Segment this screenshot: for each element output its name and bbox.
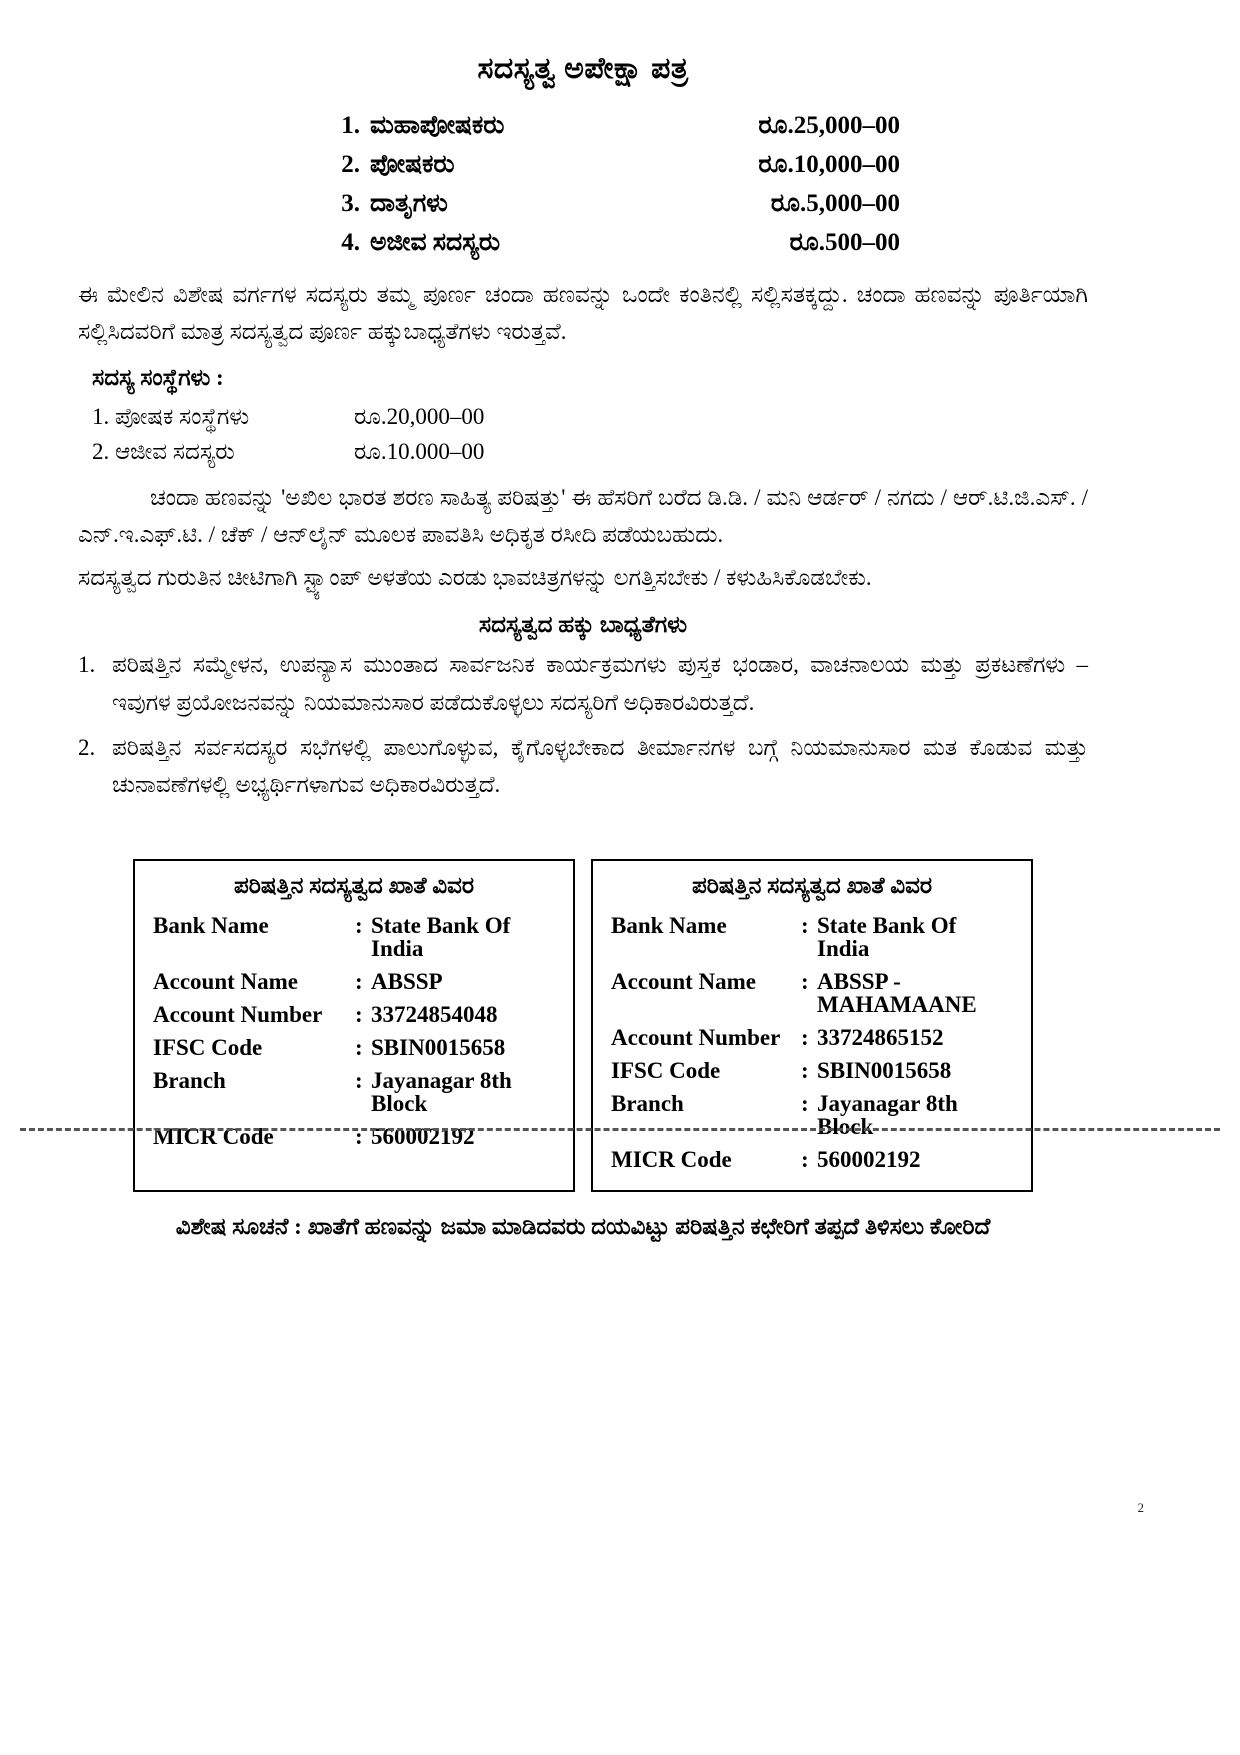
- bank-field-label: Account Name: [153, 969, 298, 995]
- org-amount: ರೂ.10.000–00: [354, 438, 485, 464]
- note-paragraph: ಈ ಮೇಲಿನ ವಿಶೇಷ ವರ್ಗಗಳ ಸದಸ್ಯರು ತಮ್ಮ ಪೂರ್ಣ ಚಂದಾ ಹಣವನ್ನು ಒಂದೇ ಕಂತಿನಲ್ಲಿ ಸಲ್ಲಿಸತಕ್ಕದ್ದು. ಚಂದಾ ಹಣವನ್ನು ಪೂರ್ತಿಯಾಗಿ ಸಲ್ಲಿಸಿದವರಿಗೆ ಮಾತ್ರ ಸದಸ್ಯತ್ವದ ಪೂರ್ಣ ಹಕ್ಕುಬಾಧ್ಯತೆಗಳು ಇರುತ್ತವೆ.: [78, 282, 1088, 345]
- member-organizations-list: [78, 399, 1088, 469]
- rights-number: 2.: [78, 734, 96, 760]
- fee-amount: ರೂ.5,000–00: [770, 190, 900, 217]
- bank-row-account-name: [611, 965, 1013, 1021]
- rights-text: ಪರಿಷತ್ತಿನ ಸರ್ವಸದಸ್ಯರ ಸಭೆಗಳಲ್ಲಿ ಪಾಲುಗೊಳ್ಳುವ, ಕೈಗೊಳ್ಳಬೇಕಾದ ತೀರ್ಮಾನಗಳ ಬಗ್ಗೆ ನಿಯಮಾನುಸಾರ ಮತ ಕೊಡುವ ಮತ್ತು ಚುನಾವಣೆಗಳಲ್ಲಿ ಅಭ್ಯರ್ಥಿಗಳಾಗುವ ಅಧಿಕಾರವಿರುತ್ತದೆ.: [112, 734, 1088, 797]
- org-label: 1. ಪೋಷಕ ಸಂಸ್ಥೆಗಳು: [92, 403, 250, 429]
- fee-amount: ರೂ.25,000–00: [758, 112, 900, 139]
- fee-number: 2.: [341, 151, 360, 178]
- bank-row-ifsc-code: [611, 1054, 1013, 1087]
- bank-field-label: Account Number: [153, 1002, 323, 1028]
- bank-field-separator: :: [355, 1124, 363, 1150]
- fee-category-list: [78, 106, 1088, 262]
- bank-field-separator: :: [355, 913, 363, 939]
- special-notice: ವಿಶೇಷ ಸೂಚನೆ : ಖಾತೆಗೆ ಹಣವನ್ನು ಜಮಾ ಮಾಡಿದವರು ದಯವಿಟ್ಟು ಪರಿಷತ್ತಿನ ಕಛೇರಿಗೆ ತಪ್ಪದೆ ತಿಳಿಸಲು ಕೋರಿದೆ: [175, 1214, 991, 1240]
- bank-row-branch: [611, 1087, 1013, 1143]
- bank-field-value: 560002192: [371, 1124, 475, 1150]
- bank-field-label: Bank Name: [153, 913, 269, 939]
- bank-field-separator: :: [355, 1002, 363, 1028]
- fee-amount: ರೂ.10,000–00: [758, 151, 900, 178]
- bank-row-micr-code: [611, 1143, 1013, 1176]
- bank-field-separator: :: [801, 1147, 809, 1173]
- bank-field-separator: :: [801, 1058, 809, 1084]
- bank-row-ifsc-code: [153, 1031, 555, 1064]
- bank-field-value: 33724854048: [371, 1002, 498, 1028]
- bank-row-branch: [153, 1064, 555, 1120]
- bank-field-value: ABSSP: [371, 969, 443, 995]
- bank-field-label: MICR Code: [153, 1124, 274, 1150]
- fee-label: ಮಹಾಪೋಷಕರು: [370, 112, 505, 139]
- bank-details-box-mahamaane: [591, 859, 1033, 1192]
- bank-row-bank-name: [611, 909, 1013, 965]
- bank-field-label: Branch: [153, 1068, 226, 1094]
- rights-item: [78, 646, 1088, 721]
- fee-amount: ರೂ.500–00: [789, 229, 900, 256]
- rights-number: 1.: [78, 652, 96, 678]
- bank-field-separator: :: [801, 1091, 809, 1117]
- bank-field-value: SBIN0015658: [371, 1035, 506, 1061]
- fee-number: 1.: [341, 112, 360, 139]
- bank-details-box-primary: [133, 859, 575, 1192]
- document-content: [78, 0, 1088, 1240]
- bank-field-label: Bank Name: [611, 913, 727, 939]
- bank-field-value: ABSSP - MAHAMAANE: [817, 969, 977, 1018]
- bank-row-account-name: [153, 965, 555, 998]
- bank-field-separator: :: [801, 913, 809, 939]
- rights-list: [78, 646, 1088, 803]
- bank-field-separator: :: [801, 1025, 809, 1051]
- fee-label: ಅಜೀವ ಸದಸ್ಯರು: [370, 229, 501, 256]
- bank-field-value: SBIN0015658: [817, 1058, 952, 1084]
- bank-field-separator: :: [355, 1035, 363, 1061]
- fee-number: 4.: [341, 229, 360, 256]
- org-amount: ರೂ.20,000–00: [354, 403, 485, 429]
- fee-row: [78, 223, 1088, 262]
- bank-row-bank-name: [153, 909, 555, 965]
- bank-field-label: MICR Code: [611, 1147, 732, 1173]
- bank-field-separator: :: [355, 1068, 363, 1094]
- bank-field-value: State Bank Of India: [817, 913, 957, 962]
- bank-field-value: 33724865152: [817, 1025, 944, 1051]
- bank-field-label: Account Number: [611, 1025, 781, 1051]
- bank-row-micr-code: [153, 1120, 555, 1153]
- org-row: [92, 434, 1088, 469]
- bank-field-separator: :: [355, 969, 363, 995]
- bank-box-title: ಪರಿಷತ್ತಿನ ಸದಸ್ಯತ್ವದ ಖಾತೆ ವಿವರ: [691, 873, 933, 899]
- org-label: 2. ಆಜೀವ ಸದಸ್ಯರು: [92, 438, 235, 464]
- rights-item: [78, 729, 1088, 804]
- bank-details-area: [78, 859, 1088, 1192]
- bank-field-value: Jayanagar 8th Block: [817, 1091, 958, 1140]
- fee-number: 3.: [341, 190, 360, 217]
- page-number: 2: [1137, 1500, 1144, 1515]
- bank-box-title: ಪರಿಷತ್ತಿನ ಸದಸ್ಯತ್ವದ ಖಾತೆ ವಿವರ: [233, 873, 475, 899]
- fee-row: [78, 106, 1088, 145]
- org-row: [92, 399, 1088, 434]
- bank-field-separator: :: [801, 969, 809, 995]
- rights-text: ಪರಿಷತ್ತಿನ ಸಮ್ಮೇಳನ, ಉಪನ್ಯಾಸ ಮುಂತಾದ ಸಾರ್ವಜನಿಕ ಕಾರ್ಯಕ್ರಮಗಳು ಪುಸ್ತಕ ಭಂಡಾರ, ವಾಚನಾಲಯ ಮತ್ತು ಪ್ರಕಟಣೆಗಳು – ಇವುಗಳ ಪ್ರಯೋಜನವನ್ನು ನಿಯಮಾನುಸಾರ ಪಡೆದುಕೊಳ್ಳಲು ಸದಸ್ಯರಿಗೆ ಅಧಿಕಾರವಿರುತ್ತದೆ.: [112, 652, 1088, 715]
- fee-label: ಪೋಷಕರು: [370, 151, 455, 178]
- bank-row-account-number: [153, 998, 555, 1031]
- fee-row: [78, 184, 1088, 223]
- fee-label: ದಾತೃಗಳು: [370, 190, 448, 217]
- bank-row-account-number: [611, 1021, 1013, 1054]
- member-organizations-heading: ಸದಸ್ಯ ಸಂಸ್ಥೆಗಳು :: [92, 364, 224, 390]
- bank-field-label: IFSC Code: [611, 1058, 721, 1084]
- bank-field-label: IFSC Code: [153, 1035, 263, 1061]
- bank-field-label: Branch: [611, 1091, 684, 1117]
- page-title: ಸದಸ್ಯತ್ವ ಅಪೇಕ್ಷಾ ಪತ್ರ: [477, 52, 689, 85]
- bank-field-label: Account Name: [611, 969, 756, 995]
- bank-field-value: Jayanagar 8th Block: [371, 1068, 512, 1117]
- rights-heading: ಸದಸ್ಯತ್ವದ ಹಕ್ಕು ಬಾಧ್ಯತೆಗಳು: [478, 612, 688, 638]
- bank-field-value: 560002192: [817, 1147, 921, 1173]
- fee-row: [78, 145, 1088, 184]
- bank-field-value: State Bank Of India: [371, 913, 511, 962]
- photo-paragraph: ಸದಸ್ಯತ್ವದ ಗುರುತಿನ ಚೀಟಿಗಾಗಿ ಸ್ಟ್ಯಾಂಪ್ ಅಳತೆಯ ಎರಡು ಭಾವಚಿತ್ರಗಳನ್ನು ಲಗತ್ತಿಸಬೇಕು / ಕಳುಹಿಸಿಕೊಡಬೇಕು.: [78, 565, 872, 590]
- dashed-cut-line: [20, 1128, 1220, 1131]
- payment-paragraph: ಚಂದಾ ಹಣವನ್ನು 'ಅಖಿಲ ಭಾರತ ಶರಣ ಸಾಹಿತ್ಯ ಪರಿಷತ್ತು' ಈ ಹೆಸರಿಗೆ ಬರೆದ ಡಿ.ಡಿ. / ಮನಿ ಆರ್ಡರ್ / ನಗದು / ಆರ್.ಟಿ.ಜಿ.ಎಸ್. / ಎನ್.ಇ.ಎಫ್.ಟಿ. / ಚೆಕ್ / ಆನ್‌ಲೈನ್ ಮೂಲಕ ಪಾವತಿಸಿ ಅಧಿಕೃತ ರಸೀದಿ ಪಡೆಯಬಹುದು.: [78, 484, 1088, 547]
